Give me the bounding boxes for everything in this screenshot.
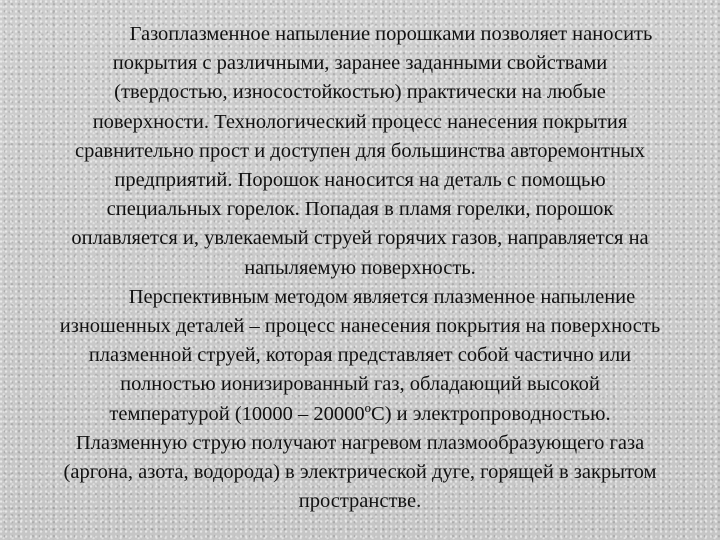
- paragraph-2-line-4: полностью ионизированный газ, обладающий высокой: [120, 373, 600, 396]
- paragraph-1-line-9: напыляемую поверхность.: [244, 256, 476, 279]
- slide-body-text: [4, 20, 716, 516]
- paragraph-2-line-3: плазменной струей, которая представляет собой частично или: [88, 344, 632, 367]
- paragraph-1-line-5: сравнительно прост и доступен для большинства авторемонтных: [74, 139, 646, 162]
- paragraph-1-line-7: специальных горелок. Попадая в пламя горелки, порошок: [106, 198, 614, 221]
- paragraph-2-line-7: (аргона, азота, водорода) в электрической дуге, горящей в закрытом: [63, 461, 657, 484]
- paragraph-1-line-8: оплавляется и, увлекаемый струей горячих газов, направляется на: [71, 227, 649, 250]
- paragraph-2-line-5: температурой (10000 – 20000ºC) и электропроводностью.: [109, 402, 611, 425]
- paragraph-2-line-6: Плазменную струю получают нагревом плазмообразующего газа: [75, 431, 645, 454]
- paragraph-1-line-6: предприятий. Порошок наносится на деталь с помощью: [114, 169, 606, 192]
- paragraph-2-line-8: пространстве.: [298, 490, 422, 513]
- paragraph-1-line-2: покрытия с различными, заранее заданными свойствами: [112, 52, 608, 75]
- paragraph-1-line-3: (твердостью, износостойкостью) практически на любые: [114, 81, 606, 104]
- paragraph-1-line-1: Газоплазменное напыление порошками позволяет наносить: [129, 23, 653, 45]
- paragraph-2-line-1: Перспективным методом является плазменное напыление: [128, 285, 636, 308]
- paragraph-1-line-4: поверхности. Технологический процесс нанесения покрытия: [92, 110, 628, 133]
- paragraph-2-line-2: изношенных деталей – процесс нанесения покрытия на поверхность: [59, 315, 661, 338]
